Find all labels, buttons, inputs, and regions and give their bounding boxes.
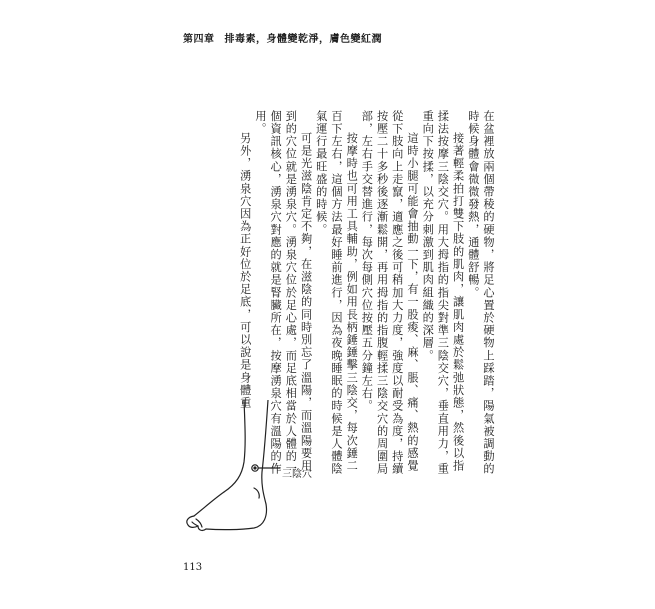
chapter-title: 排毒素，身體變乾淨，膚色變紅潤 <box>224 34 382 45</box>
running-header <box>183 30 382 45</box>
paragraph-2: 接著輕柔拍打雙下肢的肌肉，讓肌肉處於鬆弛狀態，然後以指揉法按摩三陰交穴。用大拇指的指尖對準三陰交穴，垂直用力，重重向下按揉，以充分刺激到肌肉組織的深層。 <box>421 110 465 476</box>
paragraph-3: 這時小腿可能會抽動一下，有一股痠、麻、脹、痛、熱的感覺從下肢向上走竄，適應之後可稍加大力度，強度以耐受為度，持續按壓二十多秒後逐漸鬆開，再用拇指的指腹輕揉三陰交穴的周圍局部，左右手交替進行，每次每側穴位按壓五分鐘左右。 <box>360 110 419 476</box>
foot-leg-icon <box>180 400 290 550</box>
chapter-label: 第四章 <box>183 34 215 45</box>
paragraph-5: 可是光滋陰肯定不夠，在滋陰的同時別忘了溫陽，而溫陽要用到的穴位就是湧泉穴。湧泉穴位於足心處，而足底相當於人體的一個資訊核心，湧泉穴對應的就是腎臟所在，按摩湧泉穴有溫陽的作用。 <box>253 110 313 476</box>
page-number: 113 <box>183 562 203 573</box>
paragraph-1: 在盆裡放兩個帶稜的硬物，將足心置於硬物上踩踏，陽氣被調動的時候身體會微微發熱，通體舒暢。 <box>466 110 495 476</box>
acupoint-label: 三陰穴 <box>282 469 312 480</box>
paragraph-6: 另外，湧泉穴因為正好位於足底，可以說是身體重 <box>238 132 252 410</box>
paragraph-4: 按摩時也可用工具輔助，例如用長柄錘錘擊三陰交，每次錘二百下左右，這個方法最好睡前進行，因為夜晚睡眠的時候是人體陰氣運行最旺盛的時候。 <box>314 110 359 476</box>
